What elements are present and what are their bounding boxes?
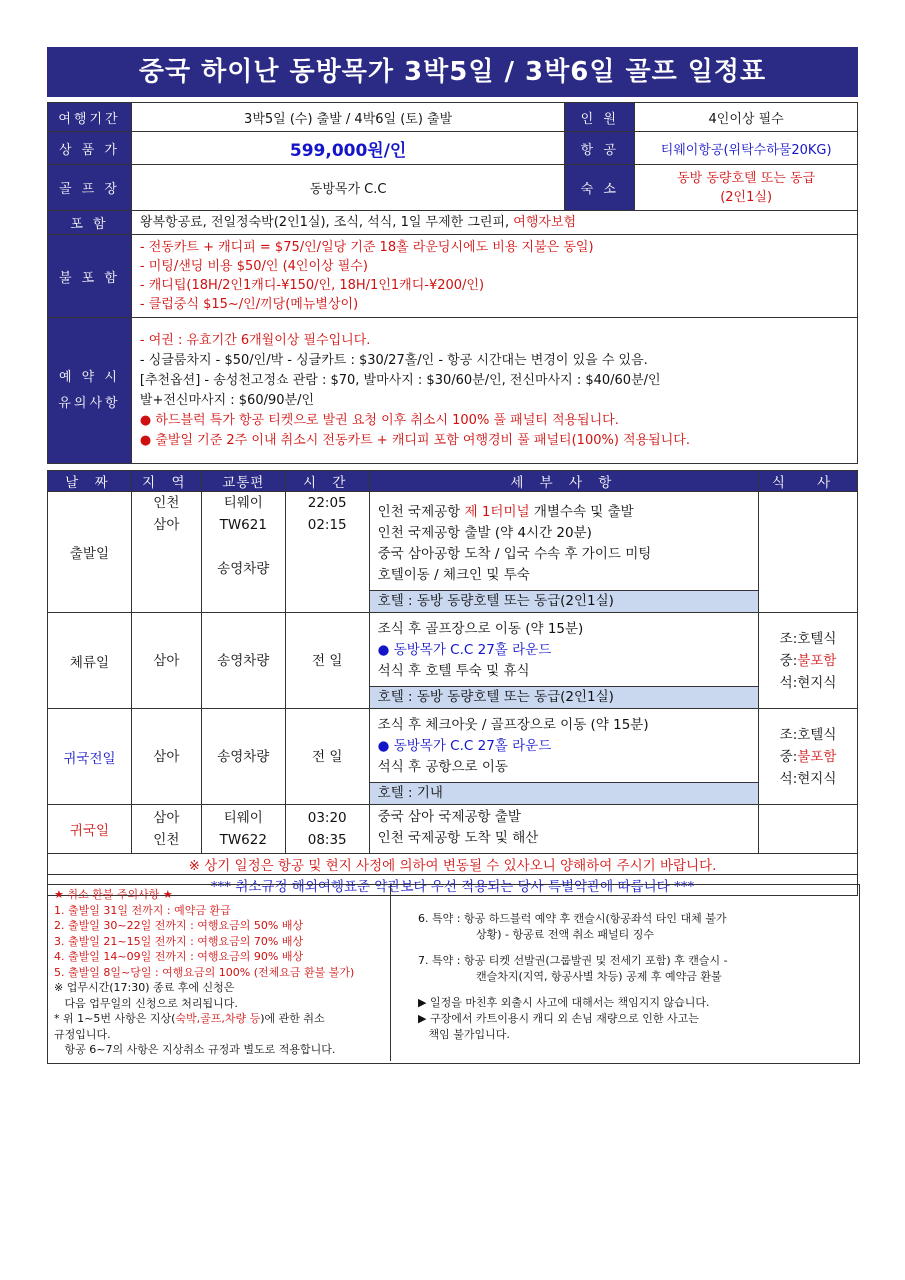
day-stay: 체류일 [48, 613, 132, 709]
exclude-list [131, 235, 857, 318]
day-transport: 송영차량 [201, 709, 285, 805]
detail-line: 중국 삼아공항 도착 / 입국 수속 후 가이드 미팅 [377, 546, 652, 562]
day-region: 인천 삼아 [131, 492, 201, 613]
day-hotel: 호텔 : 동방 동량호텔 또는 동급(2인1실) [370, 590, 758, 612]
page-title: 중국 하이난 동방목가 3박5일 / 3박6일 골프 일정표 [47, 47, 858, 97]
detail-line: 인천 국제공항 출발 (약 4시간 20분) [377, 525, 592, 541]
exclude-label: 불 포 함 [48, 235, 132, 318]
exclude-item: - 캐디팁(18H/2인1캐디-¥150/인, 18H/1인1캐디-¥200/인) [139, 278, 485, 293]
header-meal: 식 사 [759, 471, 858, 492]
day-time: 전 일 [285, 709, 369, 805]
hotel-value-line1: 동방 동량호텔 또는 동급 [677, 170, 816, 186]
detail-line: 인천 국제공항 도착 및 해산 [377, 830, 539, 846]
notice-warning: ● 하드블럭 특가 항공 티켓으로 발권 요청 이후 취소시 100% 풀 패널티 적용됩니다. [139, 412, 619, 428]
special-term-7: 7. 특약 : 항공 티켓 선발권(그룹발권 및 전세기 포함) 후 캔슬시 - 캔슬차지(지역, 항공사별 차등) 공제 후 예약금 환불 [418, 954, 728, 983]
policy-left [48, 885, 391, 1061]
policy-title: ★ 취소 환불 주의사항 ★ [54, 888, 173, 901]
policy-item: 5. 출발일 8일~당일 : 여행요금의 100% (전체요금 환불 불가) [54, 965, 355, 979]
day-detail [369, 805, 758, 854]
policy-item: 3. 출발일 21~15일 전까지 : 여행요금의 70% 배상 [54, 934, 304, 948]
schedule-table [47, 470, 858, 896]
header-region: 지 역 [131, 471, 201, 492]
cancellation-policy [47, 884, 860, 1064]
period-label: 여행기간 [48, 103, 132, 132]
day-meal [759, 805, 858, 854]
day-region: 삼아 [131, 709, 201, 805]
day-meal: 조:호텔식 중:불포함 석:현지식 [759, 709, 858, 805]
include-text: 왕복항공료, 전일정숙박(2인1실), 조식, 석식, 1일 무제한 그린피, [139, 215, 510, 230]
policy-item: 2. 출발일 30~22일 전까지 : 여행요금의 50% 배상 [54, 919, 304, 932]
detail-line: 중국 삼아 국제공항 출발 [377, 809, 521, 825]
office-hours-note: ※ 업무시간(17:30) 종료 후에 신청은 [54, 981, 235, 994]
hotel-value [635, 165, 858, 211]
detail-line: 조식 후 체크아웃 / 골프장으로 이동 (약 15분) [377, 717, 649, 733]
airline-value: 티웨이항공(위탁수하물20KG) [635, 132, 858, 165]
office-hours-note: 다음 업무일의 신청으로 처리됩니다. [54, 996, 238, 1010]
notice-warning: ● 출발일 기준 2주 이내 취소시 전동카트 + 캐디피 포함 여행경비 풀 패널티(100%) 적용됩니다. [139, 432, 690, 448]
liability-note: 책임 불가입니다. [418, 1028, 510, 1041]
detail-line: 인천 국제공항 제 1터미널 개별수속 및 출발 [377, 504, 634, 520]
scope-note: * 위 1~5번 사항은 지상(숙박,골프,차량 등)에 관한 취소 [54, 1012, 325, 1025]
cancellation-rule-notice: *** 취소규정 해외여행표준 약관보다 우선 적용되는 당사 특별약관에 따릅니다 *** [48, 875, 858, 896]
day-transport: 송영차량 [201, 613, 285, 709]
golf-value: 동방목가 C.C [131, 165, 564, 211]
day-hotel: 호텔 : 기내 [370, 782, 758, 804]
day-before-return: 귀국전일 [48, 709, 132, 805]
day-return: 귀국일 [48, 805, 132, 854]
day-transport: 티웨이 TW622 [201, 805, 285, 854]
day-detail [369, 492, 758, 613]
notice-label-line1: 예 약 시 [58, 369, 120, 385]
day-region: 삼아 인천 [131, 805, 201, 854]
detail-line: 석식 후 공항으로 이동 [377, 759, 508, 775]
exclude-item: - 전동카트 + 캐디피 = $75/인/일당 기준 18홀 라운딩시에도 비용 지불은 동일) [139, 240, 594, 255]
detail-line: ● 동방목가 C.C 27홀 라운드 [377, 738, 552, 754]
policy-item: 1. 출발일 31일 전까지 : 예약금 환급 [54, 903, 231, 917]
people-label: 인 원 [565, 103, 635, 132]
header-detail: 세 부 사 항 [369, 471, 758, 492]
day-departure: 출발일 [48, 492, 132, 613]
day-time: 22:05 02:15 [285, 492, 369, 613]
period-value: 3박5일 (수) 출발 / 4박6일 (토) 출발 [131, 103, 564, 132]
exclude-item: - 클럽중식 $15~/인/끼당(메뉴별상이) [139, 297, 359, 312]
day-detail [369, 613, 758, 709]
detail-line: 석식 후 호텔 투숙 및 휴식 [377, 663, 530, 679]
include-value [131, 211, 857, 235]
scope-note: 항공 6~7의 사항은 지상취소 규정과 별도로 적용합니다. [54, 1043, 336, 1056]
liability-note: ▶ 일정을 마친후 외출시 사고에 대해서는 책임지지 않습니다. [418, 996, 710, 1009]
header-transport: 교통편 [201, 471, 285, 492]
schedule-change-notice: ※ 상기 일정은 항공 및 현지 사정에 의하여 변동될 수 있사오니 양해하여 주시기 바랍니다. [48, 854, 858, 875]
notice-item: - 싱글룸차지 - $50/인/박 - 싱글카트 : $30/27홀/인 - 항공 시간대는 변경이 있을 수 있음. [139, 352, 648, 368]
day-meal: 조:호텔식 중:불포함 석:현지식 [759, 613, 858, 709]
day-meal [759, 492, 858, 613]
info-table [47, 102, 858, 464]
hotel-value-line2: (2인1실) [720, 189, 773, 205]
day-detail [369, 709, 758, 805]
header-date: 날 짜 [48, 471, 132, 492]
price-value: 599,000원/인 [131, 132, 564, 165]
airline-label: 항 공 [565, 132, 635, 165]
policy-item: 4. 출발일 14~09일 전까지 : 여행요금의 90% 배상 [54, 950, 304, 963]
include-label: 포 함 [48, 211, 132, 235]
scope-note: 규정입니다. [54, 1027, 111, 1041]
price-label: 상 품 가 [48, 132, 132, 165]
hotel-label: 숙 소 [565, 165, 635, 211]
notice-list [131, 318, 857, 464]
day-region: 삼아 [131, 613, 201, 709]
exclude-item: - 미팅/샌딩 비용 $50/인 (4인이상 필수) [139, 259, 368, 274]
golf-label: 골 프 장 [48, 165, 132, 211]
day-transport: 티웨이 TW621 송영차량 [201, 492, 285, 613]
liability-note: ▶ 구장에서 카트이용시 캐디 외 손님 재량으로 인한 사고는 [418, 1012, 699, 1025]
detail-line: ● 동방목가 C.C 27홀 라운드 [377, 642, 552, 658]
detail-line: 호텔이동 / 체크인 및 투숙 [377, 567, 530, 583]
include-insurance: 여행자보험 [513, 215, 577, 230]
notice-label-line2: 유의사항 [58, 395, 121, 411]
day-hotel: 호텔 : 동방 동량호텔 또는 동급(2인1실) [370, 686, 758, 708]
notice-item: - 여권 : 유효기간 6개월이상 필수입니다. [139, 332, 371, 348]
policy-right [418, 911, 858, 1043]
notice-label [48, 318, 132, 464]
day-time: 03:20 08:35 [285, 805, 369, 854]
special-term-6: 6. 특약 : 항공 하드블럭 예약 후 캔슬시(항공좌석 타인 대체 불가 상황) - 항공료 전액 취소 패널티 징수 [418, 912, 727, 941]
header-time: 시 간 [285, 471, 369, 492]
detail-line: 조식 후 골프장으로 이동 (약 15분) [377, 621, 584, 637]
notice-item: [추천옵션] - 송성천고정쇼 관람 : $70, 발마사지 : $30/60분/인, 전신마사지 : $40/60분/인 [139, 372, 661, 388]
day-time: 전 일 [285, 613, 369, 709]
people-value: 4인이상 필수 [635, 103, 858, 132]
notice-item: 발+전신마사지 : $60/90분/인 [139, 392, 315, 408]
